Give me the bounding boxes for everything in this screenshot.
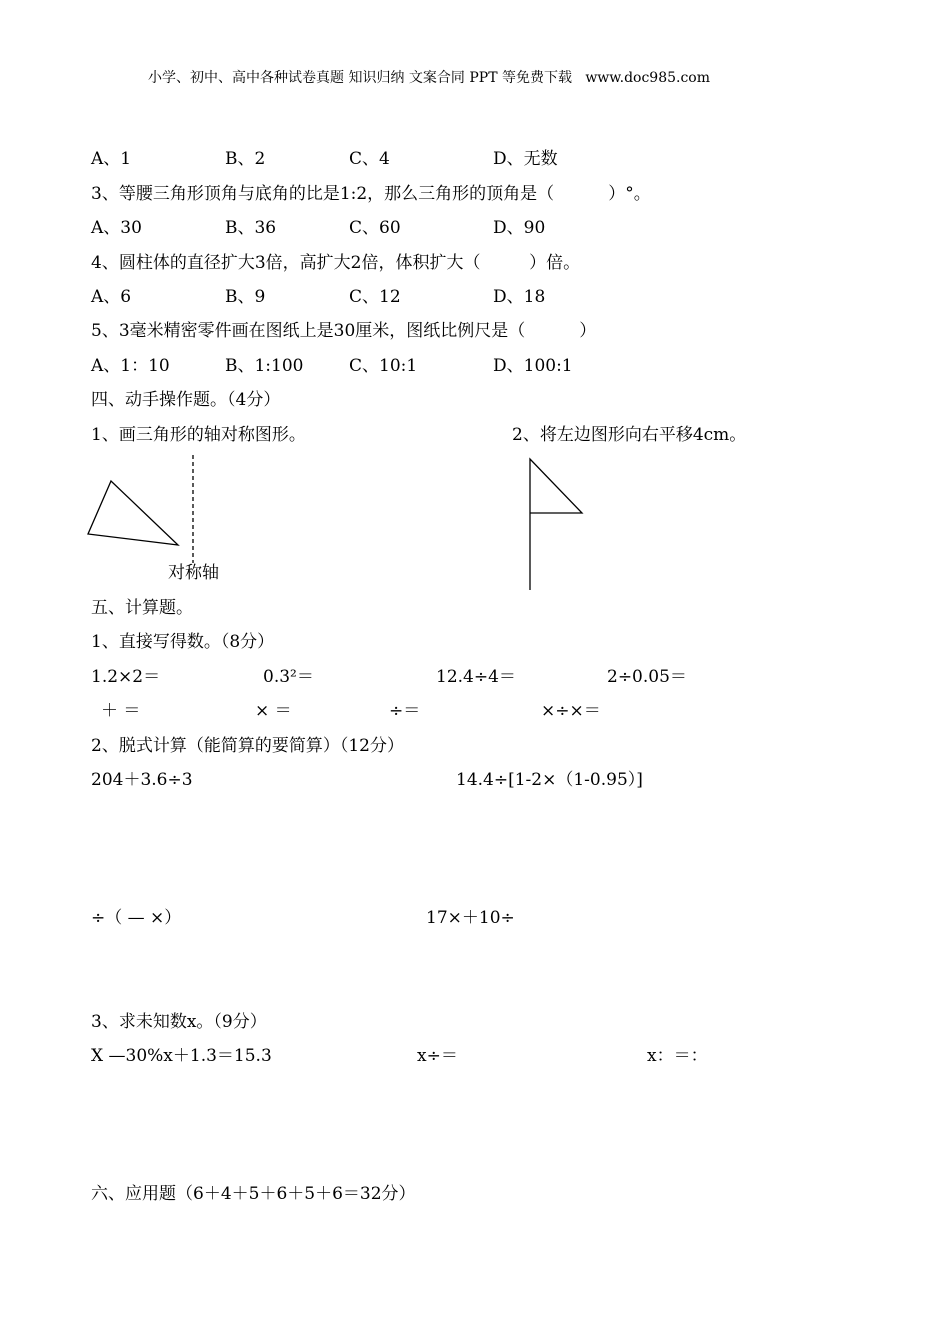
q5-option-b: B、1:100 [225, 356, 304, 376]
direct-calc-1: 1.2×2＝ [91, 667, 161, 687]
direct-calc-5: ＋ ＝ [101, 701, 141, 721]
stepwise-calc-2: 14.4÷[1-2×（1-0.95）] [456, 770, 643, 790]
q3-option-b: B、36 [225, 218, 277, 238]
equation-2: x÷＝ [417, 1046, 458, 1066]
stepwise-calc-1: 204＋3.6÷3 [91, 770, 193, 790]
equation-1: X —30%x＋1.3＝15.3 [91, 1046, 272, 1066]
q3-option-a: A、30 [91, 218, 142, 238]
direct-calc-7: ÷＝ [389, 701, 421, 721]
section6-title: 六、应用题（6＋4＋5＋6＋5＋6＝32分） [91, 1184, 416, 1204]
section5-title: 五、计算题。 [91, 598, 193, 618]
triangle-figure [88, 481, 178, 545]
q2-option-a: A、1 [91, 149, 132, 169]
section4-title: 四、动手操作题。（4分） [91, 390, 281, 410]
symmetry-axis-label: 对称轴 [168, 563, 219, 583]
flag-figure [530, 459, 582, 590]
direct-calc-6: × ＝ [255, 701, 292, 721]
section5-sub1-title: 1、直接写得数。（8分） [91, 632, 275, 652]
section4-task2: 2、将左边图形向右平移4cm。 [512, 425, 747, 445]
q5-option-c: C、10:1 [349, 356, 418, 376]
stepwise-calc-4: 17×＋10÷ [426, 908, 515, 928]
q4-stem: 4、圆柱体的直径扩大3倍，高扩大2倍，体积扩大（ ）倍。 [91, 253, 581, 273]
direct-calc-4: 2÷0.05＝ [607, 667, 687, 687]
q4-option-c: C、12 [349, 287, 401, 307]
q2-option-d: D、无数 [493, 149, 558, 169]
q3-option-d: D、90 [493, 218, 546, 238]
section4-task1: 1、画三角形的轴对称图形。 [91, 425, 306, 445]
q4-option-d: D、18 [493, 287, 546, 307]
q2-option-b: B、2 [225, 149, 266, 169]
stepwise-calc-3: ÷（ — ×） [91, 908, 182, 928]
section5-sub2-title: 2、脱式计算（能简算的要简算）（12分） [91, 736, 404, 756]
direct-calc-3: 12.4÷4＝ [436, 667, 516, 687]
q3-option-c: C、60 [349, 218, 401, 238]
direct-calc-2: 0.3²＝ [263, 667, 314, 687]
q3-stem: 3、等腰三角形顶角与底角的比是1:2，那么三角形的顶角是（ ）°。 [91, 184, 651, 204]
equation-3: x：＝： [647, 1046, 708, 1066]
q5-option-a: A、1：10 [91, 356, 170, 376]
q4-option-b: B、9 [225, 287, 266, 307]
direct-calc-8: ×÷×＝ [541, 701, 601, 721]
q4-option-a: A、6 [91, 287, 132, 307]
section5-sub3-title: 3、求未知数x。（9分） [91, 1012, 267, 1032]
page-header: 小学、初中、高中各种试卷真题 知识归纳 文案合同 PPT 等免费下载 www.doc985.com [148, 70, 711, 86]
q2-option-c: C、4 [349, 149, 390, 169]
q5-stem: 5、3毫米精密零件画在图纸上是30厘米，图纸比例尺是（ ） [91, 321, 597, 341]
q5-option-d: D、100:1 [493, 356, 573, 376]
